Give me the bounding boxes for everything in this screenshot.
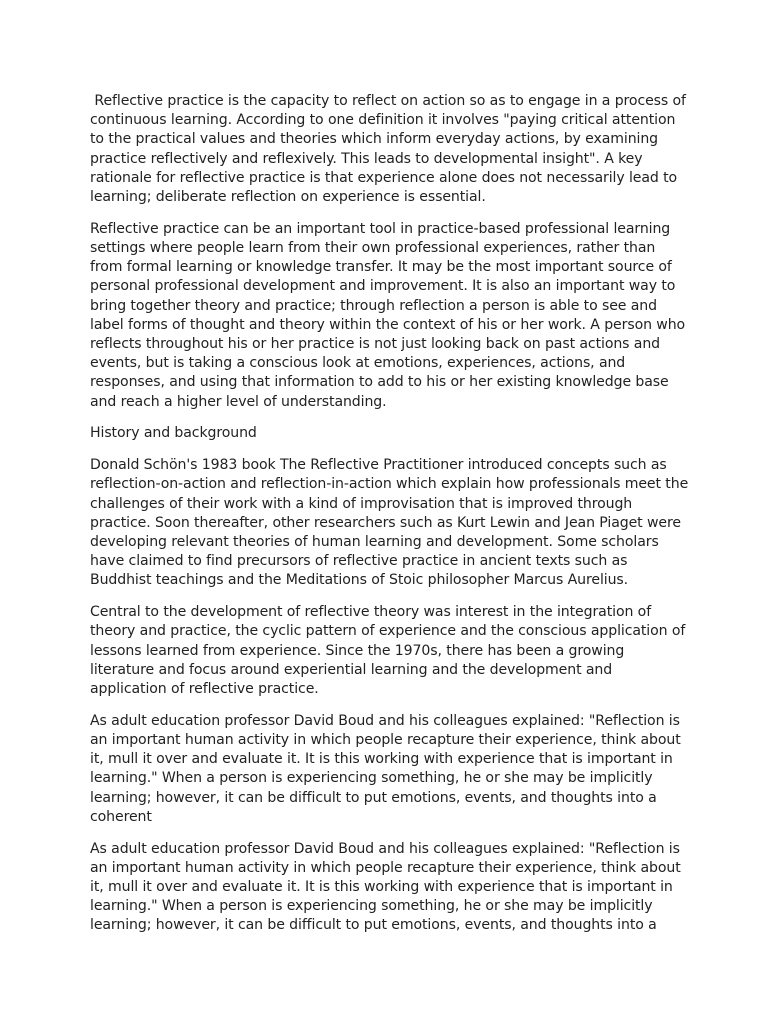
paragraph-schon: Donald Schön's 1983 book The Reflective Practitioner introduced concepts such as reflection-on-action and reflection-in-action which explain how professionals meet the challenges of their work with a kind of improvisation that is improved through practice. Soon thereafter, other researchers such as Kurt Lewin and Jean Piaget were developing relevant theories of human learning and development. Some scholars have claimed to find precursors of reflective practice in ancient texts such as Buddhist teachings and the Meditations of Stoic philosopher Marcus Aurelius. xyxy=(90,457,693,589)
paragraph-boud-2: As adult education professor David Boud and his colleagues explained: "Reflection is an important human activity in which people recapture their experience, think about it, mull it over and evaluate it. It is this working with experience that is important in learning." When a person is experiencing something, he or she may be implicitly learning; however, it can be difficult to put emotions, events, and thoughts into a xyxy=(90,840,686,934)
paragraph-boud-1: As adult education professor David Boud and his colleagues explained: "Reflection is an important human activity in which people recapture their experience, think about it, mull it over and evaluate it. It is this working with experience that is important in learning." When a person is experiencing something, he or she may be implicitly learning; however, it can be difficult to put emotions, events, and thoughts into a coherent xyxy=(90,712,686,825)
paragraph-reflective-theory: Central to the development of reflective theory was interest in the integration of theory and practice, the cyclic pattern of experience and the conscious application of lessons learned from experience. Since the 1970s, there has been a growing literature and focus around experiential learning and the development and application of reflective practice. xyxy=(90,604,690,698)
document-body xyxy=(90,92,693,948)
paragraph-intro: Reflective practice is the capacity to reflect on action so as to engage in a process of continuous learning. According to one definition it involves "paying critical attention to the practical values and theories which inform everyday actions, by examining practice reflectively and reflexively. This leads to developmental insight". A key rationale for reflective practice is that experience alone does not necessarily lead to learning; deliberate reflection on experience is essential. xyxy=(90,93,691,206)
paragraph-professional-learning: Reflective practice can be an important tool in practice-based professional learning settings where people learn from their own professional experiences, rather than from formal learning or knowledge transfer. It may be the most important source of personal professional development and improvement. It is also an important way to bring together theory and practice; through reflection a person is able to see and label forms of thought and theory within the context of his or her work. A person who reflects throughout his or her practice is not just looking back on past actions and events, but is taking a conscious look at emotions, experiences, actions, and responses, and using that information to add to his or her existing knowledge base and reach a higher level of understanding. xyxy=(90,220,690,410)
section-heading-history: History and background xyxy=(90,425,257,442)
